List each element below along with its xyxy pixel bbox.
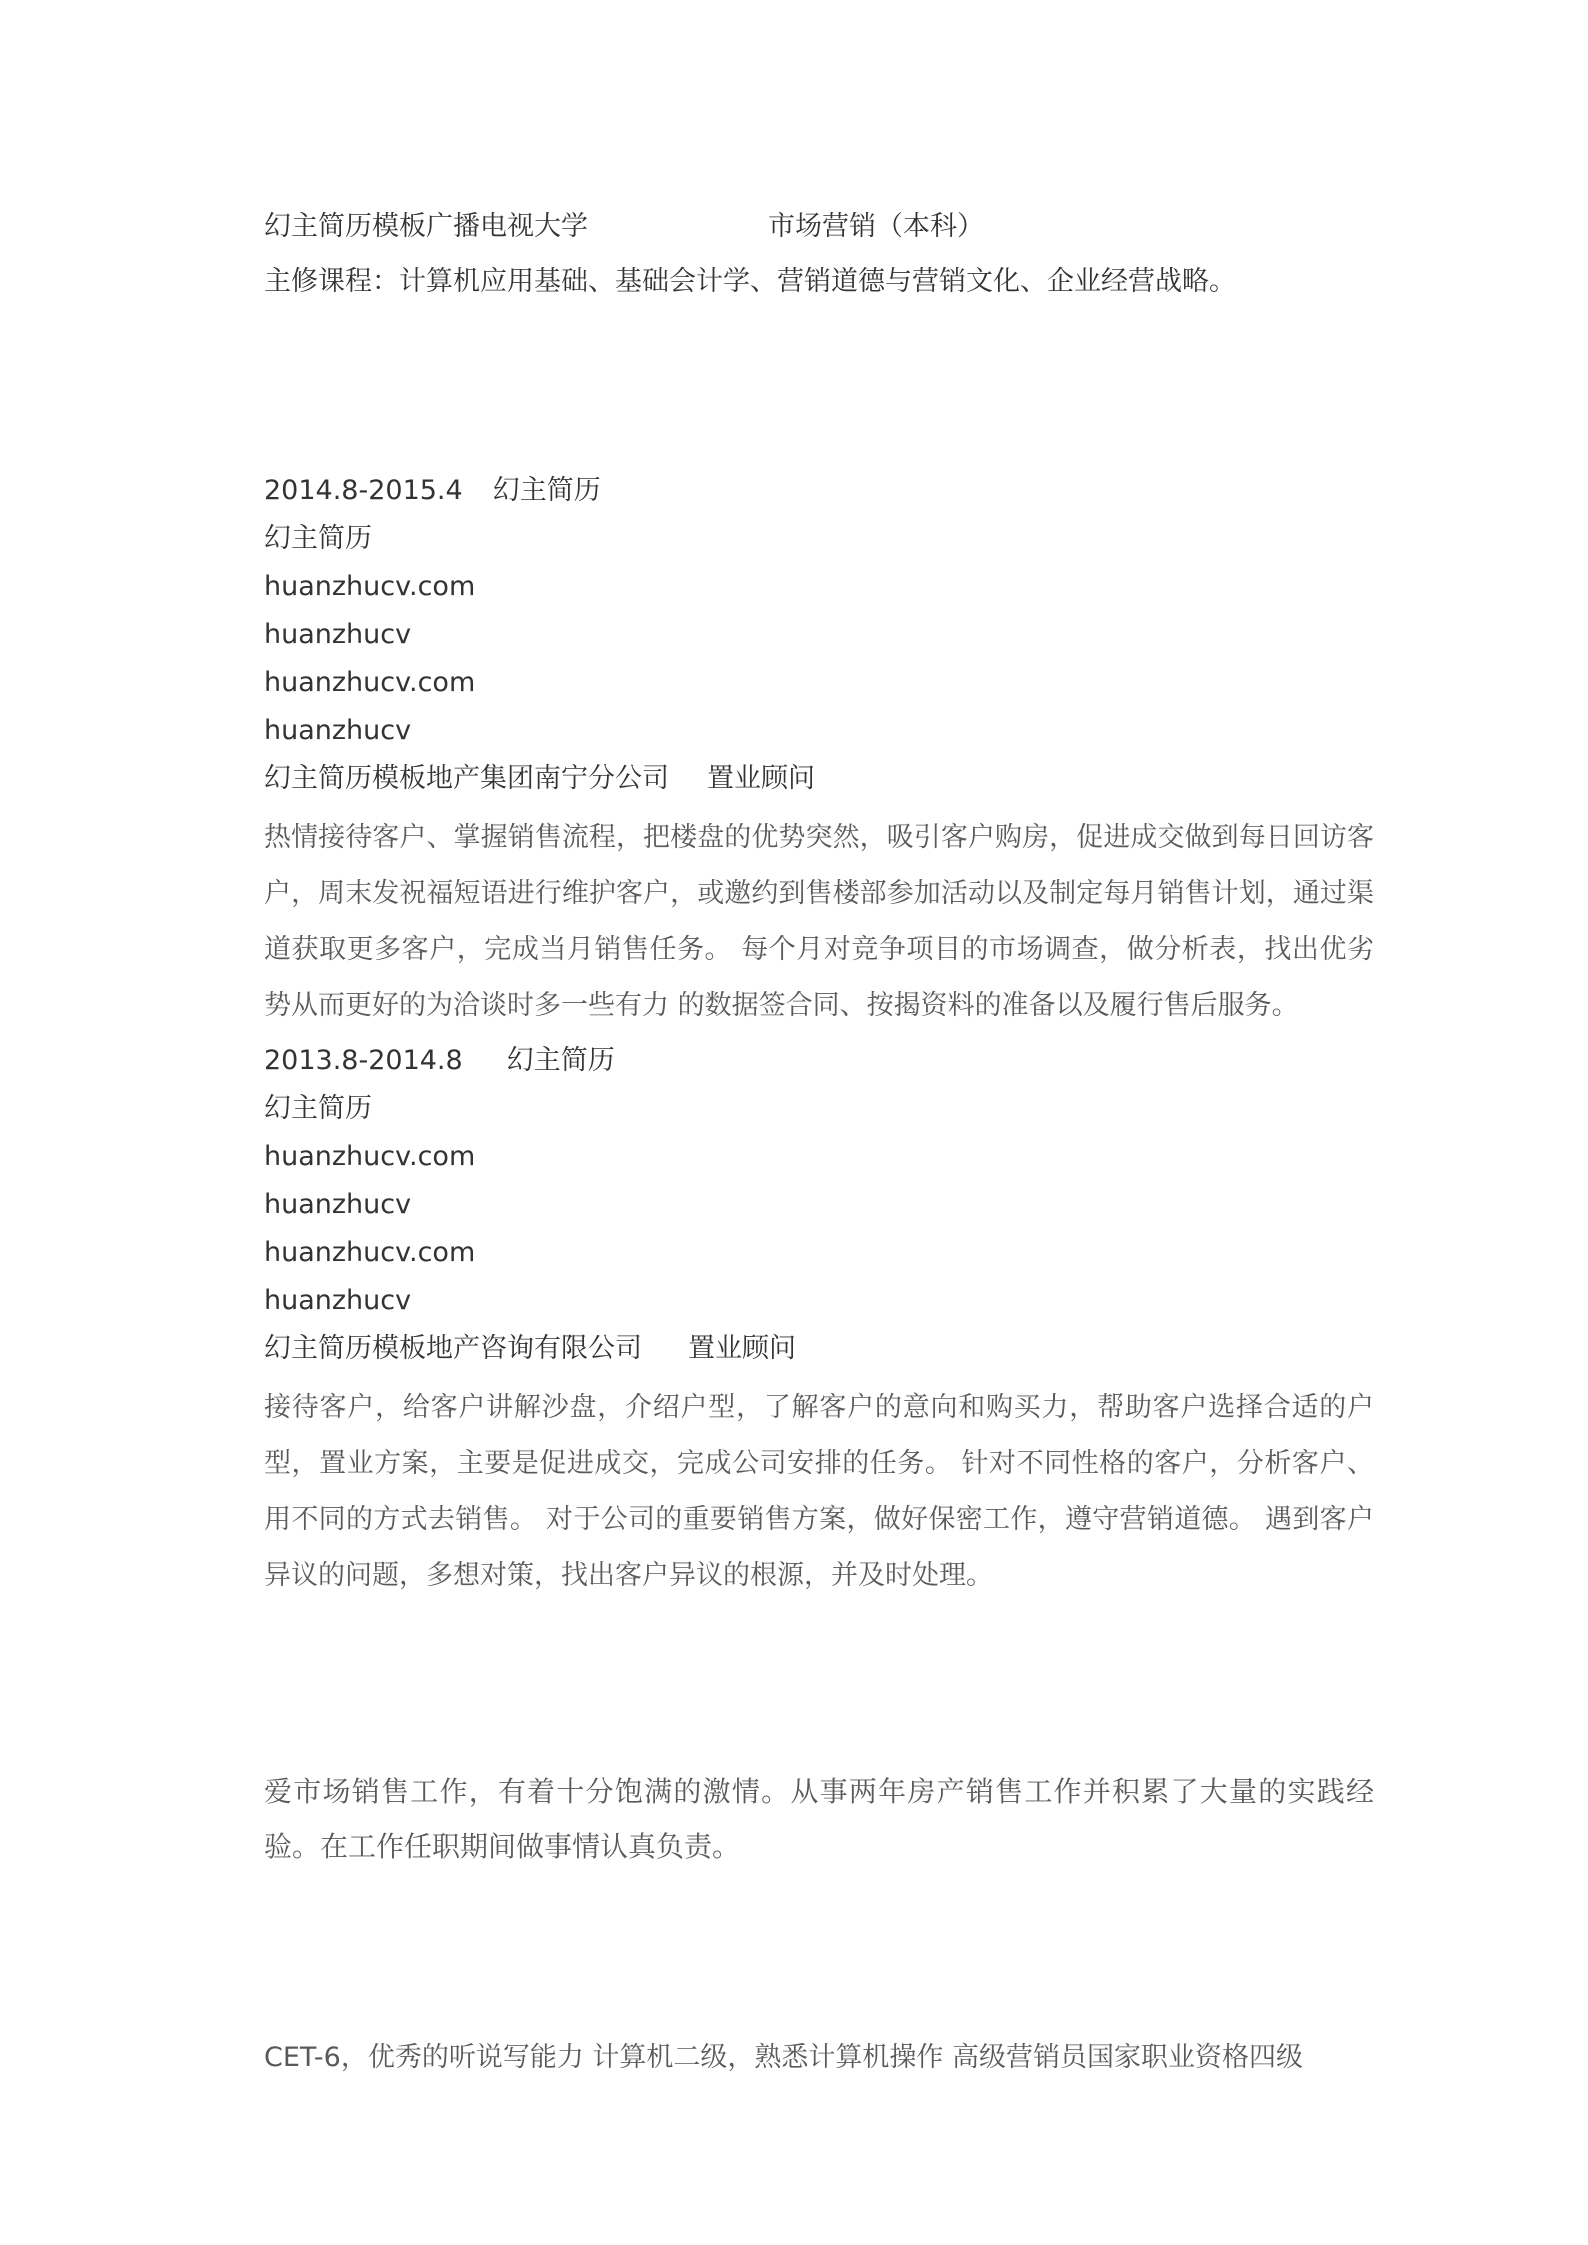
experience-company-line [264,761,815,797]
education-line [264,209,984,245]
experience-company: 幻主简历模板地产咨询有限公司 [264,1333,642,1364]
experience-line: huanzhucv [264,1285,412,1316]
experience-header [264,473,601,509]
experience-line: 幻主简历 [264,523,372,554]
self-evaluation: 爱市场销售工作，有着十分饱满的激情。从事两年房产销售工作并积累了大量的实践经验。在工作任职期间做事情认真负责。 [264,1775,1374,1863]
experience-line: huanzhucv [264,619,412,650]
resume-page [264,0,1374,2245]
experience-name: 幻主简历 [492,475,601,506]
experience-company: 幻主简历模板地产集团南宁分公司 [264,763,669,794]
experience-description: 热情接待客户、掌握销售流程，把楼盘的优势突然，吸引客户购房，促进成交做到每日回访客户，周末发祝福短语进行维护客户，或邀约到售楼部参加活动以及制定每月销售计划，通过渠道获取更多客户，完成当月销售任务。 每个月对竞争项目的市场调查，做分析表，找出优劣势从而更好的为洽谈时多一些有力 的数据签合同、按揭资料的准备以及履行售后服务。 [264,822,1374,1021]
experience-company-line [264,1331,796,1367]
experience-line: huanzhucv.com [264,667,476,698]
experience-line: huanzhucv.com [264,571,476,602]
experience-position: 置业顾问 [707,763,815,794]
experience-header [264,1043,615,1079]
experience-line: 幻主简历 [264,1093,372,1124]
education-school: 幻主简历模板广播电视大学 [264,211,588,242]
education-courses: 主修课程：计算机应用基础、基础会计学、营销道德与营销文化、企业经营战略。 [264,266,1236,297]
experience-line: huanzhucv.com [264,1141,476,1172]
experience-name: 幻主简历 [506,1045,615,1076]
experience-position: 置业顾问 [688,1333,796,1364]
experience-period: 2013.8-2014.8 [264,1045,463,1076]
skills-line: CET-6，优秀的听说写能力 计算机二级，熟悉计算机操作 高级营销员国家职业资格四级 [264,2042,1304,2073]
experience-line: huanzhucv [264,715,412,746]
experience-line: huanzhucv.com [264,1237,476,1268]
experience-period: 2014.8-2015.4 [264,475,463,506]
experience-line: huanzhucv [264,1189,412,1220]
experience-description: 接待客户，给客户讲解沙盘，介绍户型，了解客户的意向和购买力，帮助客户选择合适的户型，置业方案，主要是促进成交，完成公司安排的任务。 针对不同性格的客户，分析客户、用不同的方式去销售。 对于公司的重要销售方案，做好保密工作，遵守营销道德。 遇到客户异议的问题，多想对策，找出客户异议的根源，并及时处理。 [264,1392,1374,1591]
education-major: 市场营销（本科） [768,211,984,242]
